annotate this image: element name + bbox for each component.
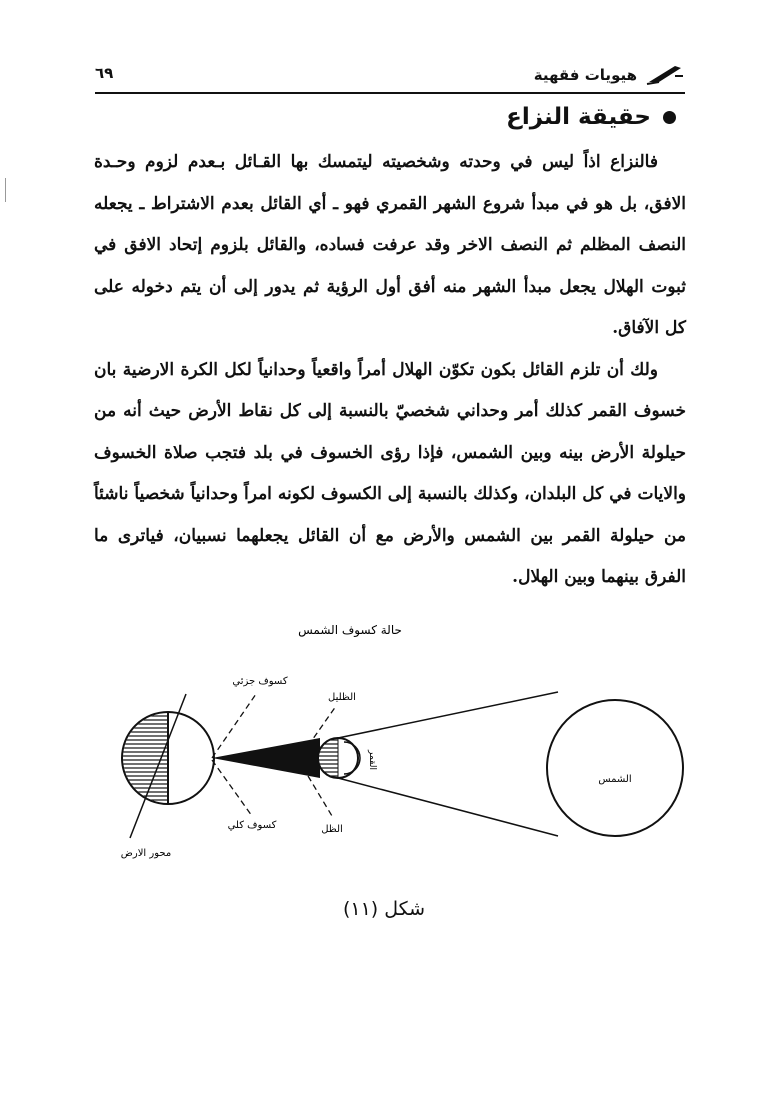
- total-eclipse-label: كسوف كلي: [227, 820, 277, 831]
- moon-shape: [318, 738, 360, 778]
- sun-shape: [547, 700, 683, 836]
- section-heading-text: حقيقة النزاع: [506, 104, 651, 130]
- quill-pen-icon: [645, 62, 685, 86]
- paragraph: ولك أن تلزم القائل بكون تكوّن الهلال أمراً واقعياً وحدانياً لكل الكرة الارضية بان خسوف القمر كذلك أمر وحداني شخصيّ بالنسبة إلى كل نقاط الأرض حيث أنه من حيلولة الأرض بينه وبين الشمس، فإذا رؤى الخسوف في بلد فتجب صلاة الخسوف والايات في كل البلدان، وكذلك بالنسبة إلى الكسوف لكونه امراً وحدانياً شخصياً ناشئاً من حيلولة القمر بين الشمس والأرض مع أن القائل يجعلهما نسبيان، فياترى ما الفرق بينهما وبين الهلال.: [94, 359, 686, 587]
- total-eclipse-line: [212, 760, 252, 816]
- partial-eclipse-line: [212, 694, 256, 758]
- sun-tangent-bottom: [338, 778, 558, 836]
- figure-caption: شكل (١١): [342, 898, 426, 920]
- umbra-line: [308, 776, 332, 816]
- partial-eclipse-label: كسوف جزئي: [232, 676, 288, 687]
- book-title: هيويات فقهية: [533, 66, 637, 84]
- sun-label: الشمس: [598, 774, 632, 785]
- moon-label: القمر: [367, 750, 377, 770]
- body-text: [94, 142, 686, 599]
- section-heading: [506, 104, 676, 130]
- umbra-cone: [212, 738, 320, 778]
- solar-eclipse-diagram: [100, 610, 700, 870]
- paragraph: فالنزاع اذاً ليس في وحدته وشخصيته ليتمسك بها القـائل بـعدم لزوم وحـدة الافق، بل هو في مبدأ شروع الشهر القمري فهو ـ أي القائل بعدم الاشتراط ـ يجعله النصف المظلم ثم النصف الاخر وقد عرفت فساده، والقائل بلزوم إتحاد الافق في ثبوت الهلال يجعل مبدأ الشهر منه أفق أول الرؤية ثم يدور إلى أن يتم دخوله على كل الآفاق.: [94, 152, 686, 338]
- umbra-label: الظل: [321, 824, 343, 835]
- sun-tangent-top: [338, 692, 558, 738]
- penumbra-label: الظليل: [328, 692, 356, 703]
- earth-axis-label: محور الارض: [120, 848, 172, 859]
- page-header: [95, 58, 685, 94]
- earth-shape: [122, 712, 214, 804]
- page-number: ٦٩: [95, 64, 114, 82]
- diagram-title: حالة كسوف الشمس: [298, 623, 402, 637]
- margin-mark: [4, 178, 7, 202]
- header-rule: [95, 92, 685, 94]
- bullet-icon: [663, 111, 676, 124]
